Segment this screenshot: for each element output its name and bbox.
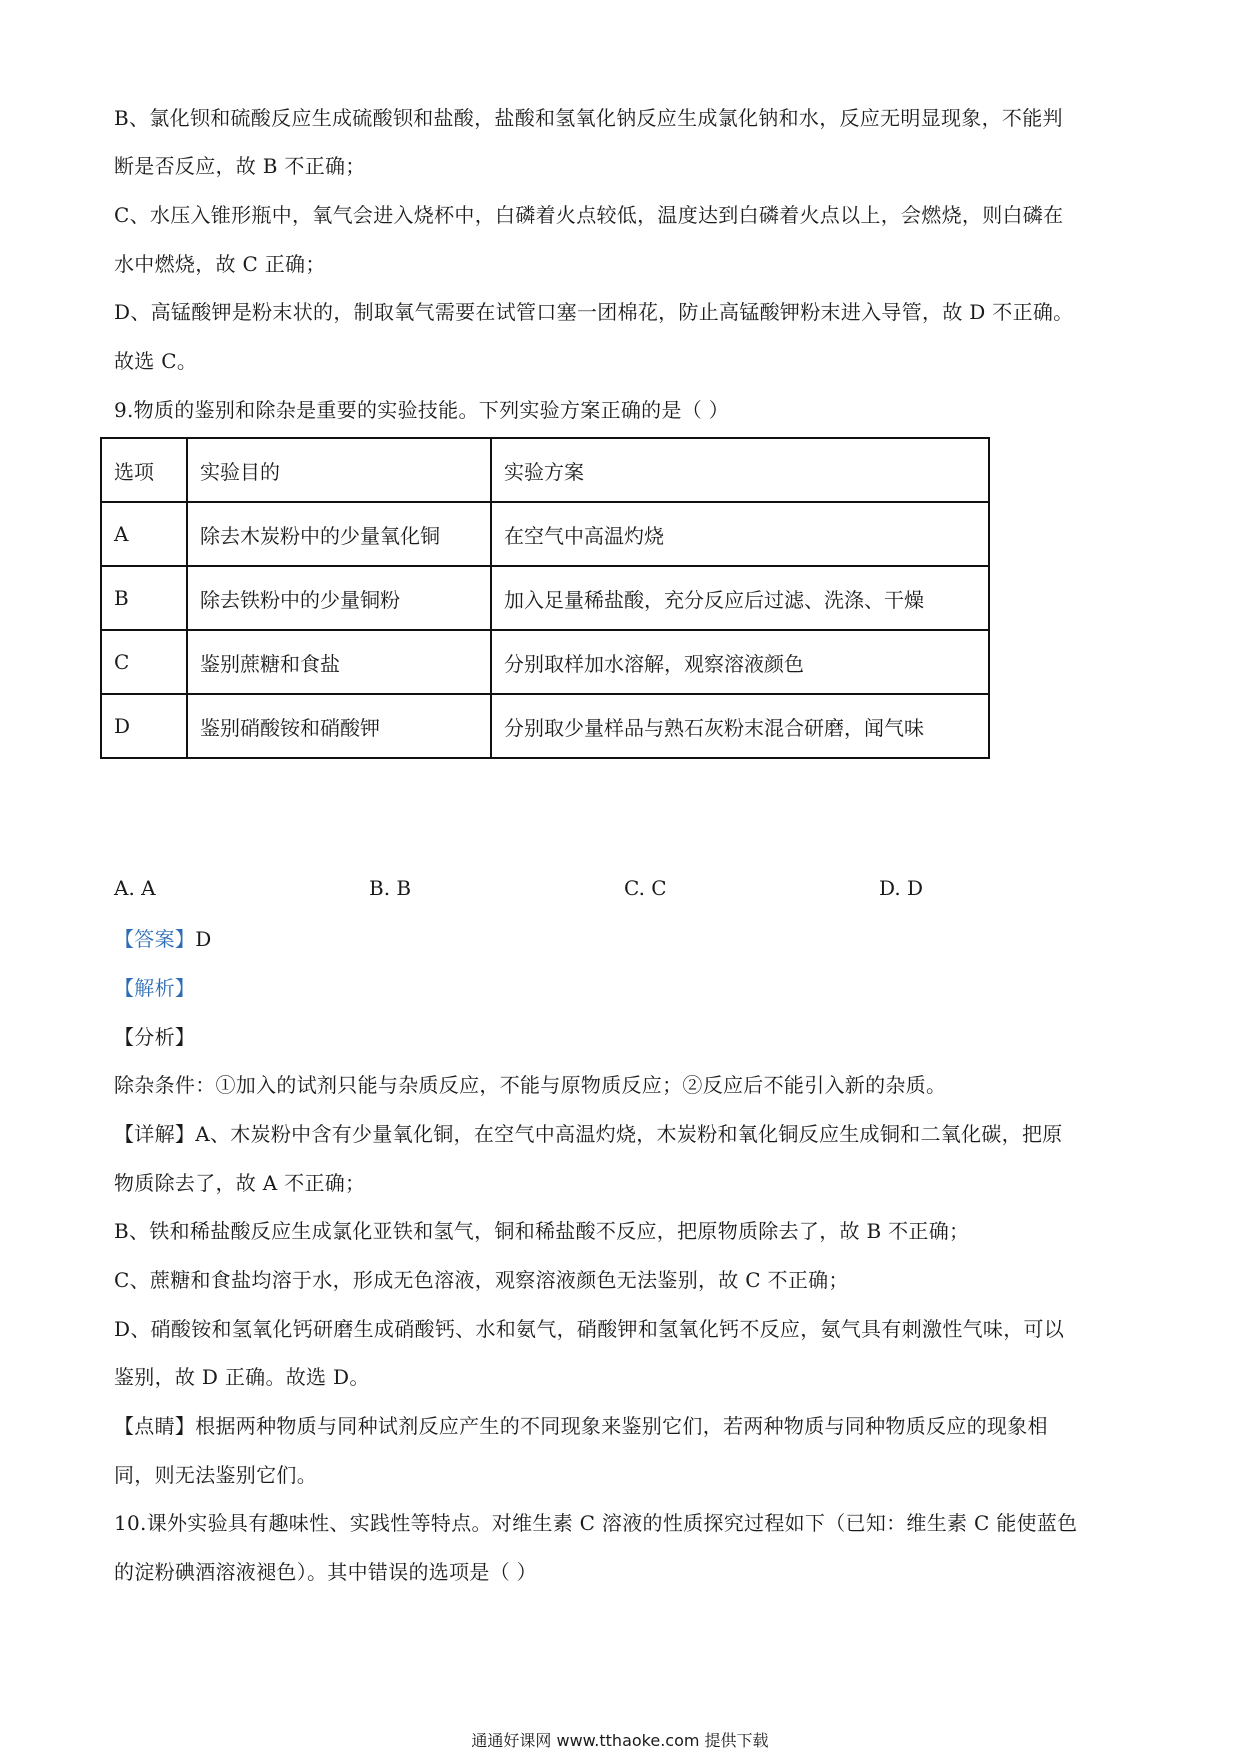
paragraph-line: 的淀粉碘酒溶液褪色）。其中错误的选项是（ ） xyxy=(114,1560,537,1584)
paragraph-line: 故选 C。 xyxy=(114,349,198,373)
paragraph-line: B、铁和稀盐酸反应生成氯化亚铁和氢气，铜和稀盐酸不反应，把原物质除去了，故 B 不正确； xyxy=(114,1219,970,1243)
table-cell: D xyxy=(101,694,187,758)
table-row xyxy=(101,694,989,758)
option-d: D. D xyxy=(879,876,924,900)
option-c: C. C xyxy=(624,876,667,900)
table-cell: 加入足量稀盐酸，充分反应后过滤、洗涤、干燥 xyxy=(491,566,989,630)
page-footer: 通通好课网 www.tthaoke.com 提供下载 xyxy=(471,1731,769,1750)
table-row xyxy=(101,566,989,630)
paragraph-line: 除杂条件：①加入的试剂只能与杂质反应，不能与原物质反应；②反应后不能引入新的杂质。 xyxy=(114,1073,947,1097)
table-header-cell: 实验方案 xyxy=(491,438,989,502)
table-header-cell: 实验目的 xyxy=(187,438,491,502)
paragraph-line: D、高锰酸钾是粉末状的，制取氧气需要在试管口塞一团棉花，防止高锰酸钾粉末进入导管，故 D 不正确。 xyxy=(114,300,1074,324)
paragraph-line: 鉴别，故 D 正确。故选 D。 xyxy=(114,1365,370,1389)
table-cell: 在空气中高温灼烧 xyxy=(491,502,989,566)
table-header-cell: 选项 xyxy=(101,438,187,502)
question-10-stem: 10.课外实验具有趣味性、实践性等特点。对维生素 C 溶液的性质探究过程如下（已知：维生素 C 能使蓝色 xyxy=(114,1511,1078,1535)
table-cell: 除去木炭粉中的少量氧化铜 xyxy=(187,502,491,566)
paragraph-line: B、氯化钡和硫酸反应生成硫酸钡和盐酸，盐酸和氢氧化钠反应生成氯化钠和水，反应无明显现象，不能判 xyxy=(114,106,1063,130)
paragraph-line: 同，则无法鉴别它们。 xyxy=(114,1463,317,1487)
question-9-stem: 9.物质的鉴别和除杂是重要的实验技能。下列实验方案正确的是（ ） xyxy=(114,398,730,422)
paragraph-line: 水中燃烧，故 C 正确； xyxy=(114,252,326,276)
table-cell: 鉴别蔗糖和食盐 xyxy=(187,630,491,694)
answer-label: 【答案】 xyxy=(114,927,196,951)
answer-line xyxy=(114,925,1134,953)
answer-value: D xyxy=(195,927,212,951)
paragraph-line: 断是否反应，故 B 不正确； xyxy=(114,154,366,178)
paragraph-line: 物质除去了，故 A 不正确； xyxy=(114,1171,366,1195)
table-cell: C xyxy=(101,630,187,694)
paragraph-line: 【点睛】根据两种物质与同种试剂反应产生的不同现象来鉴别它们，若两种物质与同种物质反应的现象相 xyxy=(114,1414,1048,1438)
option-a: A. A xyxy=(114,876,156,900)
table-row xyxy=(101,630,989,694)
table-cell: A xyxy=(101,502,187,566)
table-row xyxy=(101,502,989,566)
analysis-label: 【解析】 xyxy=(114,976,196,1000)
paragraph-line: 【分析】 xyxy=(114,1025,196,1049)
table-header-row xyxy=(101,438,989,502)
table-cell: B xyxy=(101,566,187,630)
table-cell: 分别取样加水溶解，观察溶液颜色 xyxy=(491,630,989,694)
table-cell: 分别取少量样品与熟石灰粉末混合研磨，闻气味 xyxy=(491,694,989,758)
paragraph-line: 【详解】A、木炭粉中含有少量氧化铜，在空气中高温灼烧，木炭粉和氧化铜反应生成铜和二氧化碳，把原 xyxy=(114,1122,1063,1146)
paragraph-line: D、硝酸铵和氢氧化钙研磨生成硝酸钙、水和氨气，硝酸钾和氢氧化钙不反应，氨气具有刺激性气味，可以 xyxy=(114,1317,1065,1341)
table-cell: 除去铁粉中的少量铜粉 xyxy=(187,566,491,630)
answer-options xyxy=(114,876,1134,904)
option-b: B. B xyxy=(369,876,412,900)
table-cell: 鉴别硝酸铵和硝酸钾 xyxy=(187,694,491,758)
paragraph-line: C、水压入锥形瓶中，氧气会进入烧杯中，白磷着火点较低，温度达到白磷着火点以上，会燃烧，则白磷在 xyxy=(114,203,1064,227)
paragraph-line: C、蔗糖和食盐均溶于水，形成无色溶液，观察溶液颜色无法鉴别，故 C 不正确； xyxy=(114,1268,849,1292)
experiment-table xyxy=(100,437,990,759)
